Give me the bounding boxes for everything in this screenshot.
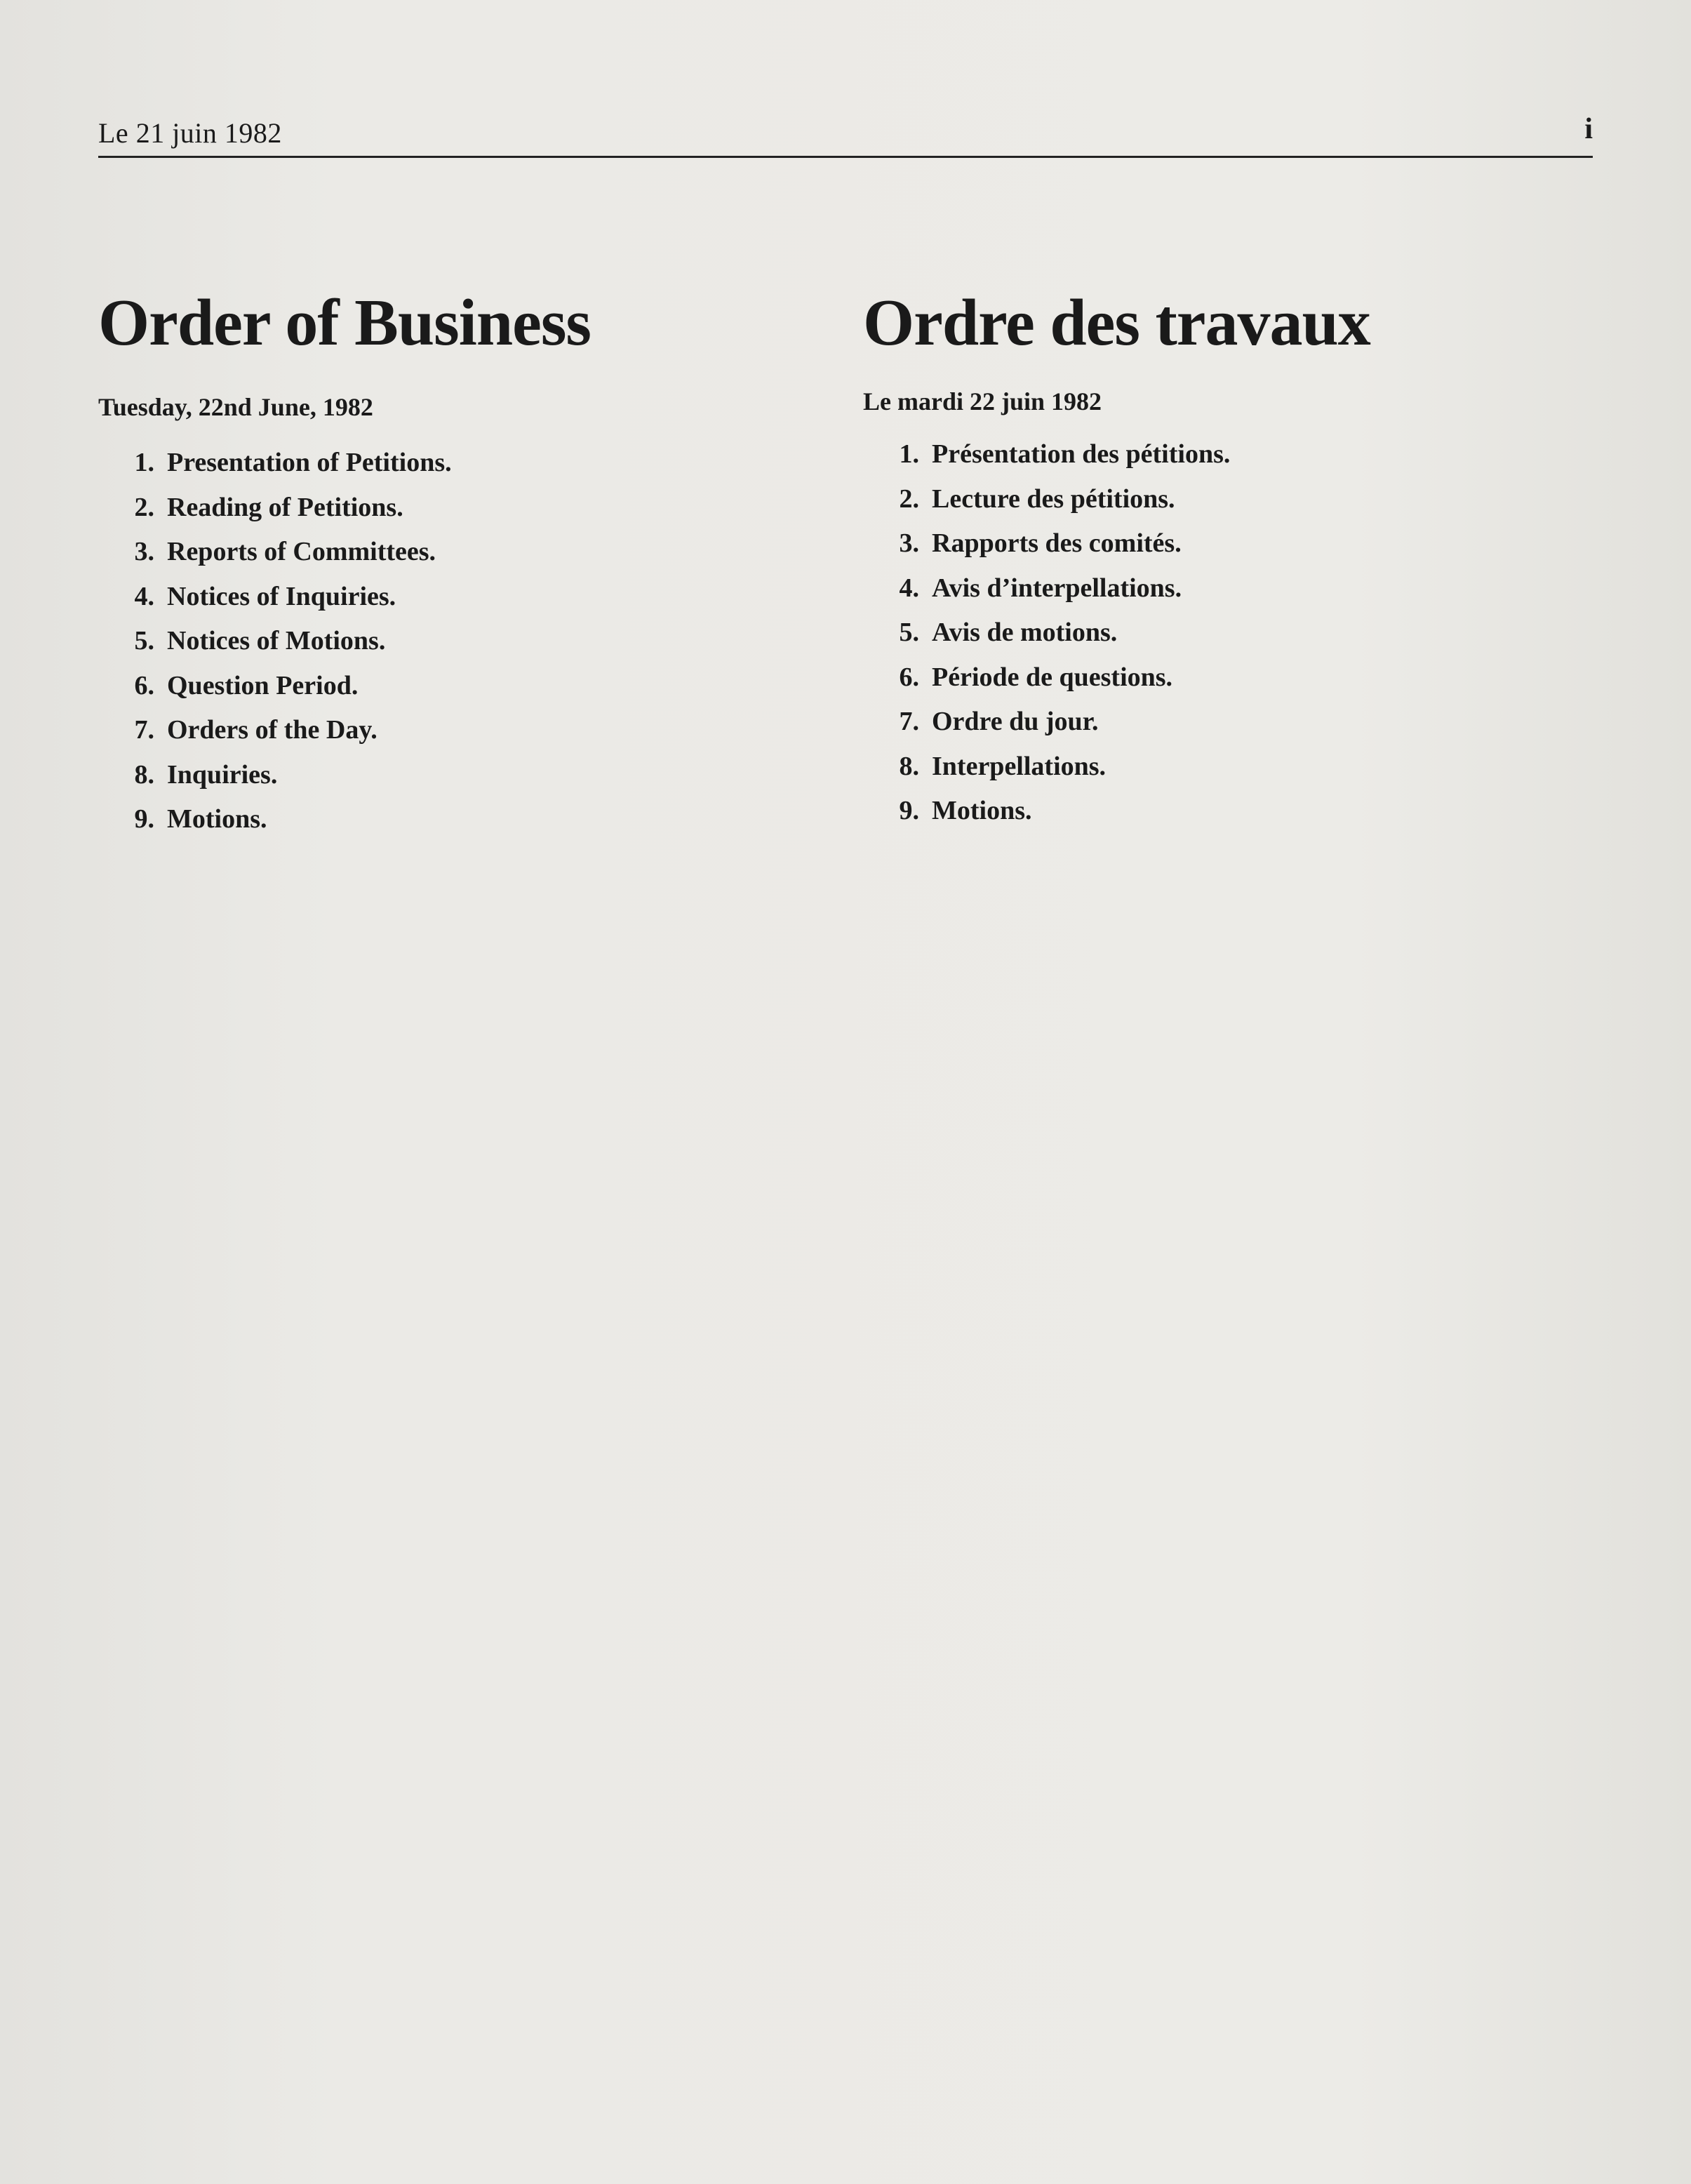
- item-label: Motions.: [167, 804, 267, 834]
- item-label: Question Period.: [167, 670, 359, 700]
- list-item: [880, 566, 1600, 611]
- list-item: [880, 655, 1600, 700]
- french-title: Ordre des travaux: [863, 286, 1370, 359]
- item-label: Reading of Petitions.: [167, 492, 403, 522]
- item-number: 5.: [134, 626, 154, 655]
- list-item: [880, 477, 1600, 522]
- item-label: Ordre du jour.: [932, 707, 1099, 736]
- list-item: [115, 619, 835, 664]
- item-number: 2.: [134, 492, 154, 522]
- item-label: Rapports des comités.: [932, 528, 1182, 558]
- item-number: 8.: [134, 759, 154, 790]
- item-number: 4.: [134, 581, 154, 611]
- list-item: [115, 486, 835, 531]
- list-item: [880, 611, 1600, 655]
- page-number: i: [1584, 113, 1593, 145]
- item-label: Interpellations.: [932, 751, 1107, 781]
- french-column: [863, 281, 1600, 834]
- item-label: Orders of the Day.: [167, 715, 377, 745]
- item-number: 1.: [134, 448, 154, 477]
- item-number: 6.: [899, 662, 919, 692]
- page-header: [98, 112, 1593, 158]
- item-label: Motions.: [932, 796, 1032, 825]
- english-order-list: [98, 441, 835, 842]
- list-item: [880, 789, 1600, 834]
- item-number: 3.: [134, 537, 154, 566]
- bleed-through-right: [867, 702, 1590, 2077]
- item-number: 3.: [899, 528, 919, 558]
- item-label: Avis de motions.: [932, 618, 1118, 647]
- item-number: 9.: [134, 804, 154, 834]
- list-item: [115, 664, 835, 709]
- french-order-list: [863, 432, 1600, 834]
- item-label: Inquiries.: [167, 759, 278, 790]
- item-number: 4.: [899, 573, 919, 603]
- english-column: [98, 281, 835, 842]
- english-date: Tuesday, 22nd June, 1982: [98, 393, 373, 421]
- item-label: Presentation of Petitions.: [167, 448, 452, 477]
- list-item: [880, 745, 1600, 790]
- english-title: Order of Business: [98, 286, 591, 359]
- list-item: [115, 797, 835, 842]
- item-number: 5.: [899, 618, 919, 647]
- french-date: Le mardi 22 juin 1982: [863, 387, 1102, 415]
- item-label: Notices of Inquiries.: [167, 581, 396, 611]
- item-number: 2.: [899, 484, 919, 514]
- header-date: Le 21 juin 1982: [98, 117, 282, 149]
- item-number: 7.: [899, 707, 919, 736]
- item-label: Période de questions.: [932, 662, 1173, 692]
- list-item: [115, 530, 835, 575]
- list-item: [115, 753, 835, 798]
- list-item: [880, 521, 1600, 566]
- item-number: 8.: [899, 751, 919, 781]
- list-item: [880, 700, 1600, 745]
- item-number: 6.: [134, 670, 154, 700]
- item-number: 9.: [899, 796, 919, 825]
- item-label: Lecture des pétitions.: [932, 484, 1175, 514]
- bleed-through-left: [100, 744, 829, 2077]
- list-item: [880, 432, 1600, 477]
- list-item: [115, 441, 835, 486]
- list-item: [115, 575, 835, 620]
- item-label: Notices of Motions.: [167, 626, 386, 655]
- item-number: 7.: [134, 715, 154, 745]
- item-label: Avis d’interpellations.: [932, 573, 1182, 603]
- item-label: Reports of Committees.: [167, 537, 436, 566]
- item-number: 1.: [899, 439, 919, 469]
- item-label: Présentation des pétitions.: [932, 439, 1231, 469]
- list-item: [115, 708, 835, 753]
